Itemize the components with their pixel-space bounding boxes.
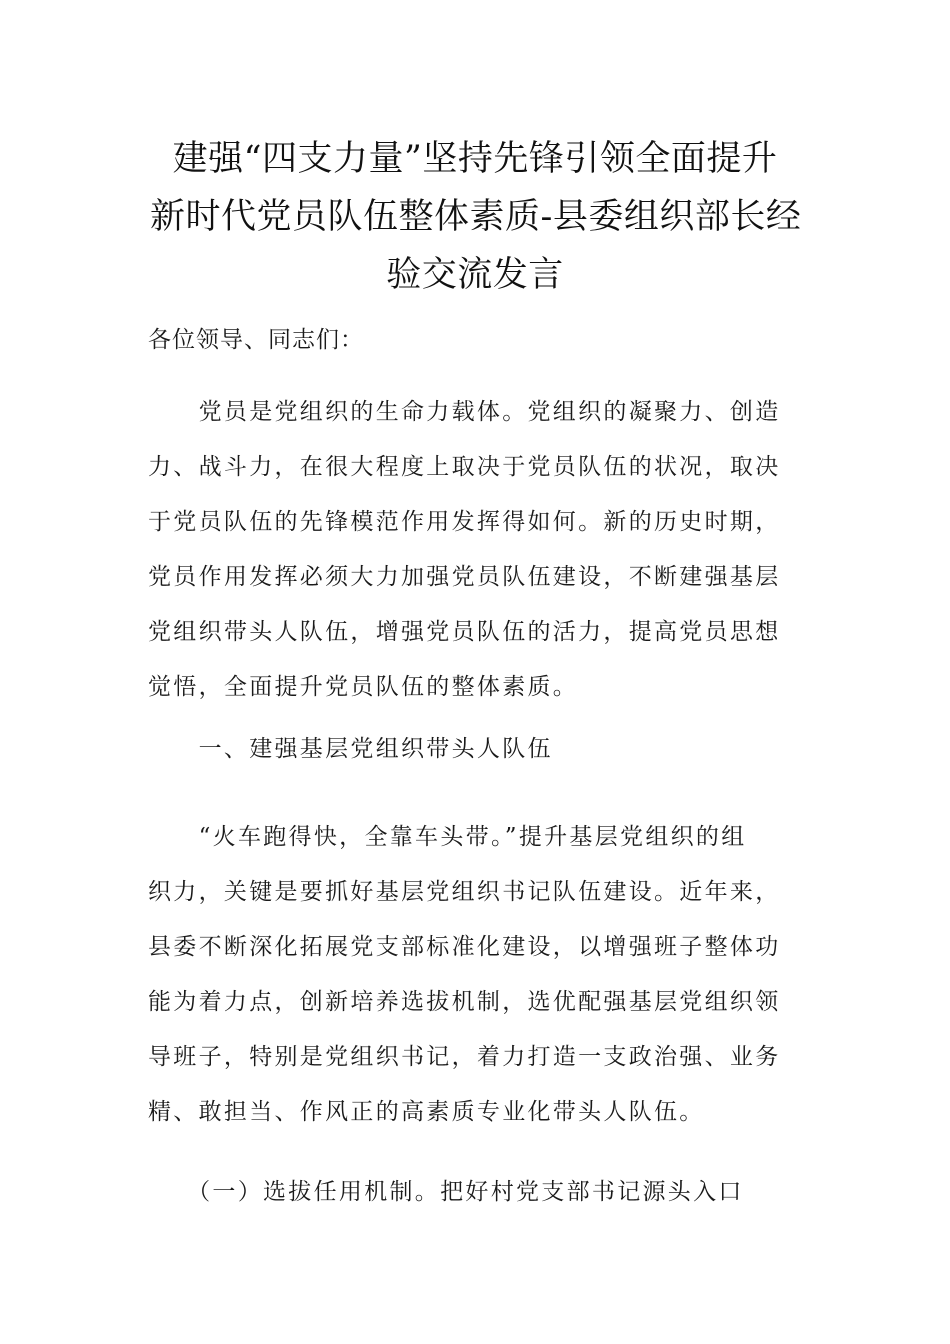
paragraph-line: 于党员队伍的先锋模范作用发挥得如何。新的历史时期， xyxy=(148,509,781,535)
heading-text: 一、建强基层党组织带头人队伍 xyxy=(148,736,553,762)
paragraph-line: 县委不断深化拓展党支部标准化建设，以增强班子整体功 xyxy=(148,934,781,960)
paragraph-line: 党员作用发挥必须大力加强党员队伍建设，不断建强基层 xyxy=(148,564,781,590)
paragraph-line: 党员是党组织的生命力载体。党组织的凝聚力、创造 xyxy=(148,399,781,425)
title-line: 建强“四支力量”坚持先锋引领全面提升 xyxy=(172,139,778,179)
paragraph-line: 觉悟，全面提升党员队伍的整体素质。 xyxy=(148,674,579,700)
paragraph-line: “火车跑得快，全靠车头带。”提升基层党组织的组 xyxy=(148,824,747,850)
paragraph-subsection xyxy=(148,1165,808,1220)
paragraph-section-one xyxy=(148,810,808,1140)
section-heading xyxy=(148,722,808,777)
paragraph-line: 党组织带头人队伍，增强党员队伍的活力，提高党员思想 xyxy=(148,619,781,645)
document-title xyxy=(150,130,800,304)
title-line: 验交流发言 xyxy=(386,255,564,295)
paragraph-line: 精、敢担当、作风正的高素质专业化带头人队伍。 xyxy=(148,1099,705,1125)
greeting: 各位领导、同志们： xyxy=(148,327,364,353)
paragraph-line: 能为着力点，创新培养选拔机制，选优配强基层党组织领 xyxy=(148,989,781,1015)
paragraph-intro xyxy=(148,385,808,715)
paragraph-line: （一）选拔任用机制。把好村党支部书记源头入口 xyxy=(148,1179,744,1205)
title-line: 新时代党员队伍整体素质-县委组织部长经 xyxy=(150,197,802,237)
paragraph-line: 织力，关键是要抓好基层党组织书记队伍建设。近年来， xyxy=(148,879,781,905)
paragraph-line: 导班子，特别是党组织书记，着力打造一支政治强、业务 xyxy=(148,1044,781,1070)
paragraph-line: 力、战斗力，在很大程度上取决于党员队伍的状况，取决 xyxy=(148,454,781,480)
